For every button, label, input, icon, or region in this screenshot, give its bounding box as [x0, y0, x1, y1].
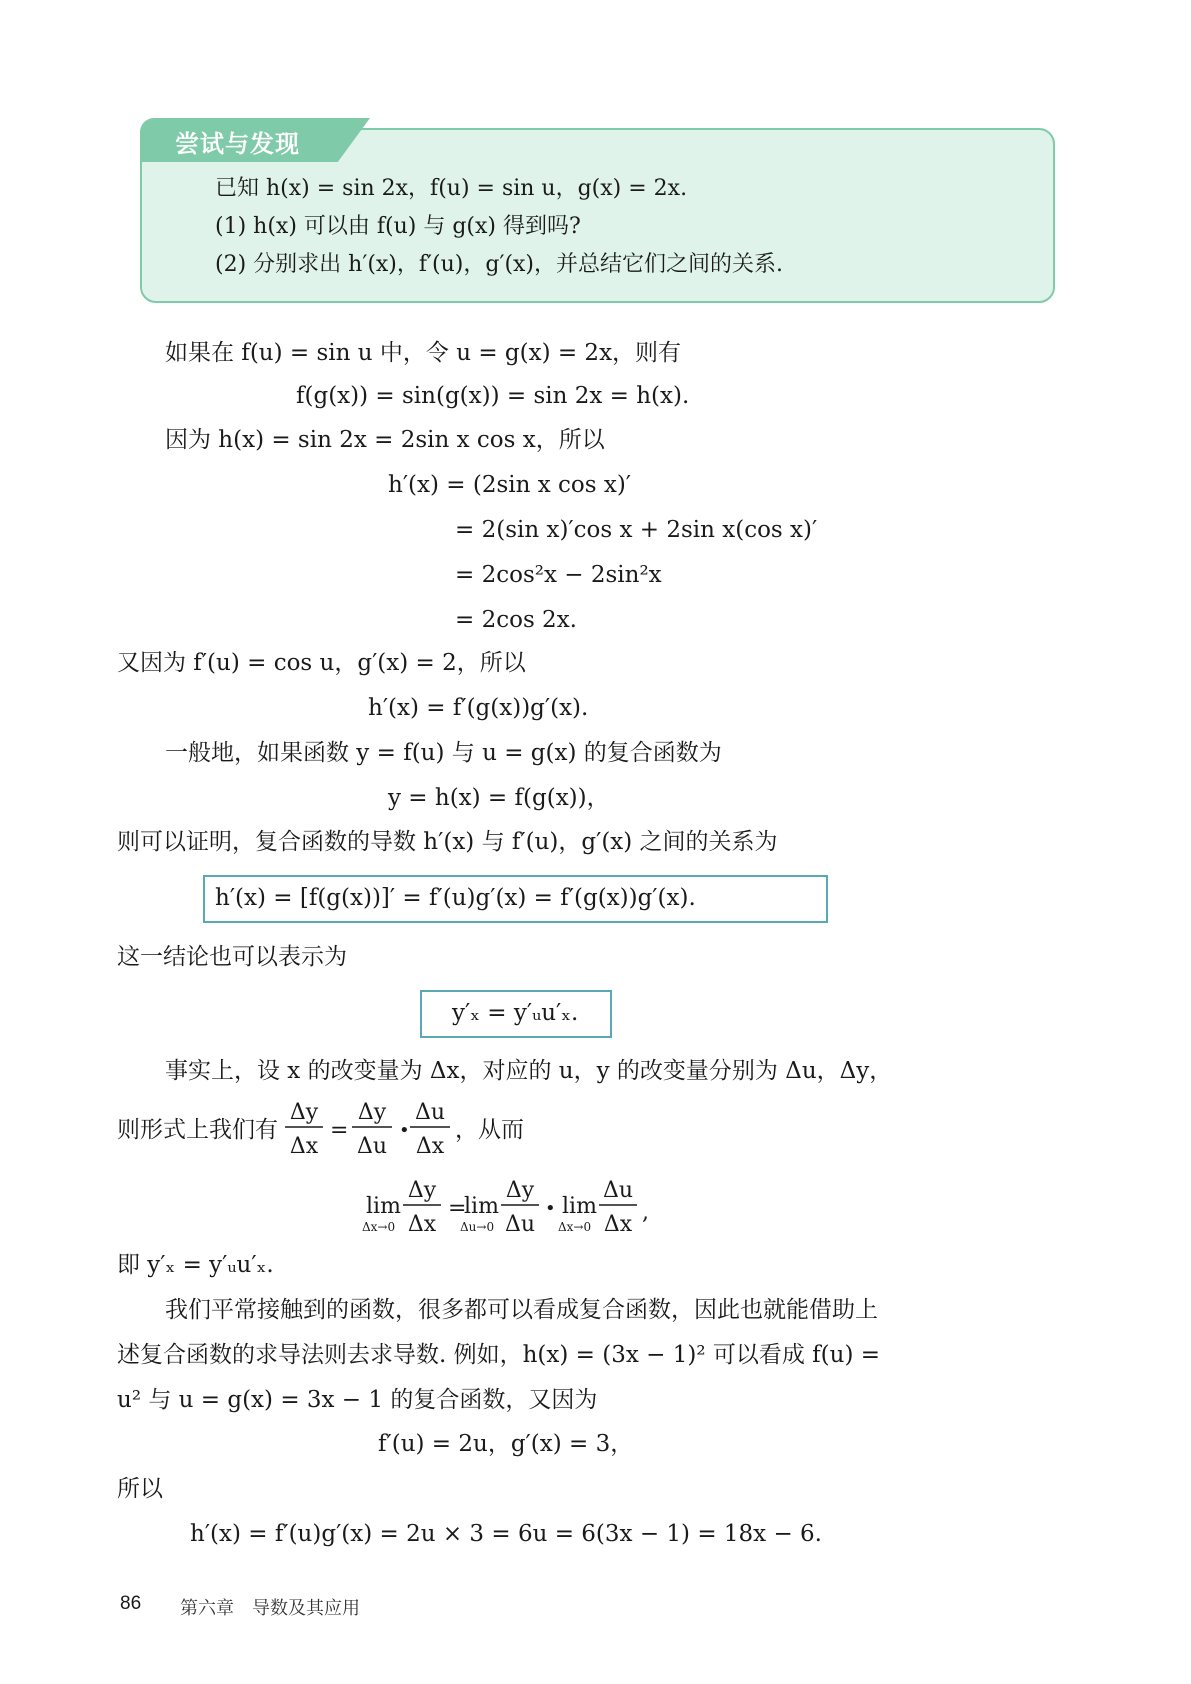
frac2-den: Δu [356, 1134, 388, 1159]
body-line-18: 述复合函数的求导法则去求导数. 例如，h(x) = (3x − 1)² 可以看成 f(u) = [117, 1342, 881, 1368]
frac1-num: Δy [289, 1100, 319, 1125]
body-line-12: 则可以证明，复合函数的导数 h′(x) 与 f′(u)，g′(x) 之间的关系为 [117, 829, 778, 855]
page-number: 86 [120, 1593, 142, 1614]
svg-text:=: = [330, 1118, 349, 1143]
lim-1-sub: Δx→0 [362, 1220, 396, 1234]
frac2-num: Δy [357, 1100, 387, 1125]
lim-3-sub: Δx→0 [558, 1220, 592, 1234]
svg-text:,: , [642, 1200, 649, 1225]
lim-frac1-num: Δy [407, 1178, 437, 1203]
body-line-6: = 2cos²x − 2sin²x [455, 562, 662, 588]
body-line-5: = 2(sin x)′cos x + 2sin x(cos x)′ [455, 517, 818, 543]
explore-line-3: (2) 分别求出 h′(x)，f′(u)，g′(x)，并总结它们之间的关系. [215, 252, 784, 277]
body-line-10: 一般地，如果函数 y = f(u) 与 u = g(x) 的复合函数为 [165, 740, 722, 766]
chapter-title: 第六章 导数及其应用 [180, 1598, 360, 1619]
body-line-8: 又因为 f′(u) = cos u，g′(x) = 2，所以 [117, 650, 526, 676]
lim-1: lim [366, 1194, 401, 1219]
fraction-expression [282, 1097, 452, 1163]
body-line-20: f′(u) = 2u，g′(x) = 3， [378, 1431, 634, 1457]
explore-title: 尝试与发现 [175, 130, 300, 158]
body-line-16: 即 y′ₓ = y′ᵤu′ₓ. [117, 1252, 274, 1278]
svg-text:•: • [399, 1120, 410, 1141]
body-line-3: 因为 h(x) = sin 2x = 2sin x cos x，所以 [165, 427, 605, 453]
formula-box-1 [203, 875, 828, 923]
body-line-1: 如果在 f(u) = sin u 中，令 u = g(x) = 2x，则有 [165, 340, 682, 366]
body-line-17: 我们平常接触到的函数，很多都可以看成复合函数，因此也就能借助上 [165, 1297, 878, 1323]
lim-frac1-den: Δx [407, 1212, 437, 1237]
body-line-2: f(g(x)) = sin(g(x)) = sin 2x = h(x). [296, 383, 690, 409]
formula-box-1-text: h′(x) = [f(g(x))]′ = f′(u)g′(x) = f′(g(x))g′(x). [215, 885, 696, 911]
body-line-13: 这一结论也可以表示为 [117, 944, 347, 970]
body-line-19: u² 与 u = g(x) = 3x − 1 的复合函数，又因为 [117, 1387, 598, 1413]
body-line-11: y = h(x) = f(g(x))， [388, 785, 610, 811]
lim-2: lim [464, 1194, 499, 1219]
frac1-den: Δx [289, 1134, 319, 1159]
body-line-9: h′(x) = f′(g(x))g′(x). [368, 695, 589, 721]
body-line-7: = 2cos 2x. [455, 607, 577, 633]
body-line-14: 事实上，设 x 的改变量为 Δx，对应的 u，y 的改变量分别为 Δu，Δy， [165, 1058, 893, 1084]
explore-line-2: (1) h(x) 可以由 f(u) 与 g(x) 得到吗? [215, 214, 581, 239]
lim-3: lim [562, 1194, 597, 1219]
lim-frac2-den: Δu [504, 1212, 536, 1237]
body-line-4: h′(x) = (2sin x cos x)′ [388, 472, 632, 498]
lim-frac3-num: Δu [602, 1178, 634, 1203]
body-line-21: 所以 [117, 1476, 163, 1502]
explore-line-1: 已知 h(x) = sin 2x，f(u) = sin u，g(x) = 2x. [215, 176, 688, 201]
formula-box-2 [420, 990, 612, 1038]
frac3-den: Δx [415, 1134, 445, 1159]
lim-2-sub: Δu→0 [460, 1220, 495, 1234]
formula-box-2-text: y′ₓ = y′ᵤu′ₓ. [452, 1000, 579, 1026]
lim-frac2-num: Δy [505, 1178, 535, 1203]
limit-expression [360, 1175, 660, 1255]
body-line-22: h′(x) = f′(u)g′(x) = 2u × 3 = 6u = 6(3x − 1) = 18x − 6. [190, 1521, 822, 1547]
svg-text:•: • [545, 1198, 556, 1219]
body-line-15-pre: 则形式上我们有 [117, 1117, 278, 1143]
body-line-15-post: ，从而 [455, 1117, 524, 1143]
svg-text:=: = [448, 1196, 467, 1221]
lim-frac3-den: Δx [603, 1212, 633, 1237]
frac3-num: Δu [414, 1100, 446, 1125]
